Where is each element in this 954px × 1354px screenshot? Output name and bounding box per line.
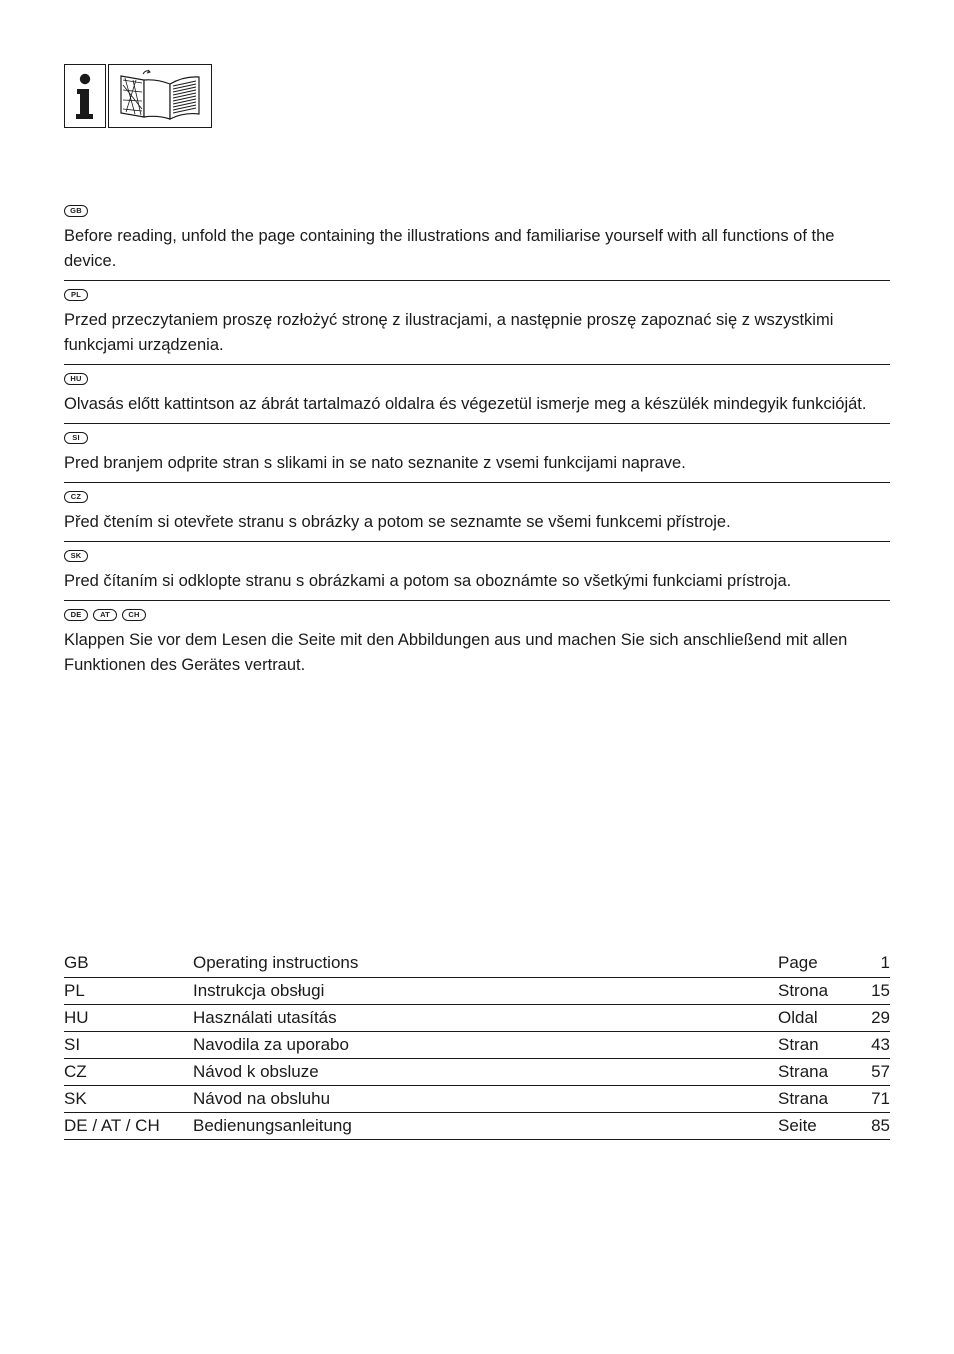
country-badges bbox=[64, 550, 890, 565]
country-badges bbox=[64, 289, 890, 304]
country-code-badge: CZ bbox=[64, 491, 88, 503]
contents-row bbox=[64, 1085, 890, 1112]
manual-title: Návod k obsluze bbox=[193, 1061, 319, 1081]
info-icon bbox=[64, 64, 106, 128]
page-word: Seite bbox=[778, 1115, 817, 1135]
contents-table bbox=[64, 950, 890, 1140]
page-number: 71 bbox=[871, 1088, 890, 1108]
contents-row bbox=[64, 1031, 890, 1058]
country-badges bbox=[64, 432, 890, 447]
country-code-badge: SI bbox=[64, 432, 88, 444]
language-notice bbox=[64, 432, 890, 483]
page-number: 43 bbox=[871, 1034, 890, 1054]
language-notice bbox=[64, 373, 890, 424]
page-word: Stran bbox=[778, 1034, 819, 1054]
page-word: Page bbox=[778, 953, 818, 973]
country-badges bbox=[64, 373, 890, 388]
notice-text: Przed przeczytaniem proszę rozłożyć stronę z ilustracjami, a następnie proszę zapoznać się z wszystkimi funkcjami urządzenia. bbox=[64, 311, 834, 354]
language-notice bbox=[64, 491, 890, 542]
notice-text: Pred branjem odprite stran s slikami in se nato seznanite z vsemi funkcijami naprave. bbox=[64, 454, 686, 472]
language-code: PL bbox=[64, 980, 85, 1000]
contents-row bbox=[64, 1058, 890, 1085]
country-badges bbox=[64, 491, 890, 506]
language-code: SK bbox=[64, 1088, 87, 1108]
unfold-pages-icon bbox=[108, 64, 212, 128]
country-code-badge: CH bbox=[122, 609, 146, 621]
page-number: 85 bbox=[871, 1115, 890, 1135]
manual-title: Instrukcja obsługi bbox=[193, 980, 325, 1000]
country-badges bbox=[64, 609, 890, 624]
contents-row bbox=[64, 1112, 890, 1139]
notice-text: Před čtením si otevřete stranu s obrázky a potom se seznamte se všemi funkcemi přístroje. bbox=[64, 513, 731, 531]
manual-title: Használati utasítás bbox=[193, 1007, 337, 1027]
country-code-badge: GB bbox=[64, 205, 88, 217]
language-notice bbox=[64, 550, 890, 601]
page-word: Strana bbox=[778, 1088, 829, 1108]
language-notice bbox=[64, 609, 890, 684]
language-notice bbox=[64, 289, 890, 365]
contents-row bbox=[64, 977, 890, 1004]
info-glyph bbox=[65, 65, 104, 126]
country-code-badge: AT bbox=[93, 609, 117, 621]
manual-title: Operating instructions bbox=[193, 953, 359, 973]
contents-row bbox=[64, 950, 890, 977]
notices-list bbox=[64, 205, 890, 692]
country-code-badge: PL bbox=[64, 289, 88, 301]
notice-text: Pred čítaním si odklopte stranu s obrázkami a potom sa oboznámte so všetkými funkciami prístroja. bbox=[64, 572, 792, 590]
language-code: HU bbox=[64, 1007, 89, 1027]
contents-row bbox=[64, 1004, 890, 1031]
language-notice bbox=[64, 205, 890, 281]
manual-title: Návod na obsluhu bbox=[193, 1088, 331, 1108]
language-code: DE / AT / CH bbox=[64, 1115, 160, 1135]
page-number: 1 bbox=[880, 953, 890, 973]
manual-title: Navodila za uporabo bbox=[193, 1034, 349, 1054]
page-word: Oldal bbox=[778, 1007, 818, 1027]
country-code-badge: HU bbox=[64, 373, 88, 385]
notice-text: Before reading, unfold the page containing the illustrations and familiarise yourself with all functions of the device. bbox=[64, 227, 835, 270]
page-number: 29 bbox=[871, 1007, 890, 1027]
notice-text: Olvasás előtt kattintson az ábrát tartalmazó oldalra és végezetül ismerje meg a készülék mindegyik funkcióját. bbox=[64, 395, 867, 413]
language-code: GB bbox=[64, 953, 89, 973]
language-code: SI bbox=[64, 1034, 81, 1054]
country-code-badge: DE bbox=[64, 609, 88, 621]
page-word: Strona bbox=[778, 980, 829, 1000]
unfold-pages-glyph bbox=[109, 65, 210, 126]
manual-title: Bedienungsanleitung bbox=[193, 1115, 352, 1135]
notice-text: Klappen Sie vor dem Lesen die Seite mit den Abbildungen aus und machen Sie sich anschließend mit allen Funktionen des Gerätes vertraut. bbox=[64, 631, 848, 674]
page-number: 15 bbox=[871, 980, 890, 1000]
page-word: Strana bbox=[778, 1061, 829, 1081]
language-code: CZ bbox=[64, 1061, 87, 1081]
country-badges bbox=[64, 205, 890, 220]
country-code-badge: SK bbox=[64, 550, 88, 562]
page-number: 57 bbox=[871, 1061, 890, 1081]
